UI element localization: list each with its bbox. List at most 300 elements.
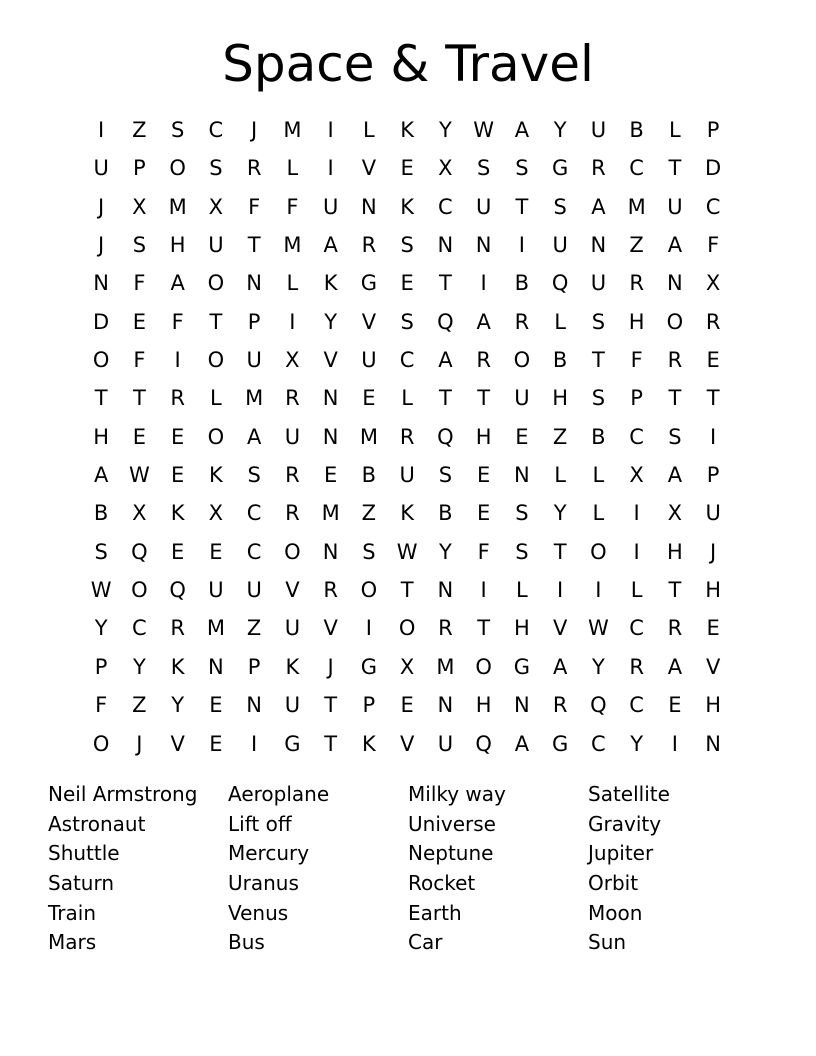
grid-letter: P [706,463,720,488]
grid-letter: X [438,156,453,181]
word-list-item: Car [408,930,443,955]
grid-letter: U [590,271,607,296]
grid-letter: J [98,233,105,258]
grid-letter: A [170,271,185,296]
grid-letter: Y [553,501,567,526]
grid-letter: T [706,386,720,411]
grid-letter: U [514,386,530,411]
grid-letter: V [285,578,300,603]
grid-letter: T [324,693,338,718]
grid-letter: O [207,271,225,296]
grid-letter: I [710,424,717,449]
grid-letter: Q [590,693,607,718]
grid-letter: E [209,693,223,718]
grid-letter: R [438,616,453,641]
grid-letter: W [128,463,150,488]
grid-letter: K [400,501,415,526]
grid-letter: S [591,386,606,411]
word-list-item: Bus [228,930,265,955]
grid-letter: V [170,731,185,756]
grid-letter: R [170,616,185,641]
grid-letter: B [514,271,530,296]
grid-letter: K [400,194,415,219]
grid-letter: Y [324,309,338,334]
grid-letter: T [668,156,682,181]
grid-letter: O [92,731,110,756]
grid-letter: Z [132,118,147,142]
grid-letter: X [667,501,683,526]
grid-letter: G [551,156,569,181]
grid-letter: R [361,233,377,258]
grid-letter: N [93,271,109,296]
grid-letter: A [438,348,453,373]
grid-letter: E [706,616,720,641]
grid-letter: V [323,616,338,641]
grid-letter: N [475,233,492,258]
grid-letter: S [247,463,261,488]
grid-letter: I [365,616,372,641]
grid-letter: A [667,654,683,679]
word-list-item: Milky way [408,782,506,806]
grid-letter: N [322,539,339,564]
grid-letter: B [591,424,606,449]
word-list-item: Uranus [228,871,299,896]
grid-letter: P [247,309,261,334]
grid-letter: L [401,386,413,411]
grid-letter: C [132,616,147,641]
grid-letter: U [246,578,262,603]
word-list-item: Satellite [588,782,670,806]
grid-letter: N [361,194,377,219]
grid-letter: Y [94,616,108,641]
word-list-item: Mercury [228,841,310,866]
grid-letter: R [246,156,262,181]
grid-letter: L [363,118,375,142]
grid-letter: L [630,578,643,603]
word-list-item: Moon [588,900,643,925]
grid-letter: E [515,424,529,449]
word-list-item: Aeroplane [228,782,330,806]
grid-letter: S [94,539,108,564]
grid-letter: U [284,424,301,449]
grid-letter: V [323,348,338,373]
grid-letter: I [633,539,640,564]
word-list-item: Gravity [588,811,662,836]
grid-letter: N [667,271,683,296]
grid-letter: L [554,309,566,334]
grid-letter: K [285,654,300,679]
grid-letter: E [706,348,720,373]
grid-letter: U [475,194,492,219]
grid-letter: N [514,463,530,488]
grid-letter: M [283,233,302,258]
grid-letter: K [170,501,185,526]
grid-letter: U [208,233,224,258]
grid-letter: H [169,233,186,258]
grid-letter: H [93,424,110,449]
grid-letter: O [207,348,225,373]
grid-letter: R [667,348,683,373]
grid-letter: M [436,654,455,679]
grid-letter: F [707,233,720,258]
page-title: Space & Travel [222,35,594,93]
grid-letter: L [210,386,222,411]
grid-letter: X [629,463,644,488]
grid-letter: J [98,194,105,219]
grid-letter: R [514,309,530,334]
grid-letter: N [705,731,721,756]
grid-letter: A [667,463,683,488]
grid-letter: S [515,539,529,564]
grid-letter: A [591,194,606,219]
grid-letter: E [362,386,376,411]
grid-letter: Q [551,271,569,296]
grid-letter: Y [171,693,185,718]
grid-letter: Z [246,616,262,641]
grid-letter: S [132,233,147,258]
grid-letter: S [668,424,682,449]
grid-letter: H [705,693,722,718]
grid-letter: C [705,194,721,219]
grid-letter: L [592,501,605,526]
grid-letter: O [666,309,684,334]
grid-letter: U [437,731,454,756]
grid-letter: O [169,156,186,181]
grid-letter: A [514,731,530,756]
word-list-item: Jupiter [588,841,654,866]
grid-letter: K [400,118,415,142]
grid-letter: R [285,463,300,488]
grid-letter: R [285,501,300,526]
word-list [48,780,768,958]
grid-letter: I [671,731,678,756]
grid-letter: N [322,386,339,411]
grid-letter: I [633,501,640,526]
grid-letter: F [95,693,108,718]
grid-letter: S [515,501,529,526]
grid-letter: M [206,616,225,641]
grid-letter: P [706,118,720,142]
grid-letter: R [170,386,185,411]
grid-letter: U [552,233,568,258]
grid-letter: Y [438,539,452,564]
word-list-item: Rocket [408,871,476,896]
grid-letter: M [321,501,340,526]
grid-letter: R [552,693,568,718]
grid-letter: H [475,424,492,449]
grid-letter: T [553,539,567,564]
grid-letter: I [518,233,525,258]
grid-letter: F [133,271,146,296]
grid-letter: Q [475,731,492,756]
grid-letter: R [705,309,721,334]
grid-letter: H [666,539,683,564]
grid-letter: J [136,731,143,756]
grid-letter: U [246,348,262,373]
grid-letter: I [557,578,564,603]
grid-letter: E [132,424,147,449]
grid-letter: L [669,118,681,142]
grid-letter: I [289,309,296,334]
grid-letter: B [629,118,644,142]
grid-letter: N [322,424,339,449]
grid-letter: A [514,118,530,142]
grid-letter: N [514,693,530,718]
grid-letter: T [515,194,529,219]
grid-letter: S [438,463,453,488]
grid-letter: F [171,309,184,334]
grid-letter: B [361,463,377,488]
grid-letter: I [327,118,334,142]
grid-letter: G [513,654,531,679]
word-list-item: Saturn [48,871,115,896]
grid-letter: V [361,156,377,181]
grid-letter: C [208,118,224,142]
grid-letter: Y [438,118,452,142]
grid-letter: T [132,386,146,411]
word-list-item: Universe [408,811,496,836]
grid-letter: M [359,424,378,449]
grid-letter: M [283,118,302,142]
grid-letter: X [705,271,721,296]
grid-letter: T [209,309,223,334]
grid-letter: O [590,539,607,564]
grid-letter: S [400,309,414,334]
grid-letter: O [92,348,110,373]
grid-letter: P [630,386,643,411]
grid-letter: L [516,578,528,603]
grid-letter: I [251,731,258,756]
grid-letter: E [400,156,414,181]
letter-grid [82,111,732,763]
grid-letter: U [361,348,377,373]
grid-letter: N [246,693,262,718]
grid-letter: Q [437,424,454,449]
grid-letter: C [438,194,453,219]
grid-letter: T [477,616,491,641]
grid-letter: L [286,271,299,296]
grid-letter: E [668,693,682,718]
grid-letter: E [132,309,147,334]
grid-letter: T [668,578,682,603]
grid-letter: O [131,578,148,603]
grid-letter: H [705,578,722,603]
grid-letter: S [553,194,567,219]
grid-letter: O [475,654,492,679]
grid-letter: W [587,616,609,641]
grid-letter: R [323,578,338,603]
grid-letter: L [592,463,605,488]
grid-letter: I [327,156,334,181]
grid-letter: U [590,118,607,142]
grid-letter: N [437,233,454,258]
grid-letter: K [208,463,223,488]
grid-letter: P [94,654,108,679]
word-list-item: Neptune [408,841,494,866]
grid-letter: N [590,233,607,258]
grid-letter: O [360,578,378,603]
grid-letter: K [361,731,376,756]
grid-letter: I [595,578,602,603]
grid-letter: O [398,616,416,641]
grid-letter: O [513,348,531,373]
grid-letter: V [361,309,377,334]
word-list-item: Lift off [228,811,292,836]
grid-letter: T [591,348,605,373]
grid-letter: Y [553,118,567,142]
grid-letter: D [93,309,110,334]
grid-letter: E [476,501,491,526]
grid-letter: R [667,616,683,641]
grid-letter: Y [132,654,146,679]
word-list-item: Shuttle [48,841,120,866]
word-list-item: Orbit [588,871,639,896]
grid-letter: T [94,386,108,411]
grid-letter: T [668,386,682,411]
grid-letter: F [248,194,261,219]
grid-letter: H [513,616,530,641]
grid-letter: M [627,194,646,219]
grid-letter: U [322,194,339,219]
grid-letter: U [284,693,301,718]
grid-letter: E [400,271,414,296]
grid-letter: O [207,424,225,449]
grid-letter: H [628,309,645,334]
grid-letter: E [209,539,223,564]
grid-letter: Q [437,309,454,334]
word-list-item: Sun [588,930,627,955]
grid-letter: N [246,271,262,296]
grid-letter: J [710,539,717,564]
grid-letter: X [399,654,415,679]
grid-letter: R [476,348,491,373]
grid-letter: U [93,156,109,181]
word-list-item: Earth [408,900,462,925]
grid-letter: F [133,348,146,373]
grid-letter: T [438,271,452,296]
grid-letter: E [400,693,414,718]
grid-letter: N [437,693,454,718]
grid-letter: T [324,731,338,756]
grid-letter: S [170,118,185,142]
grid-letter: S [400,233,414,258]
grid-letter: J [251,118,258,142]
grid-letter: W [90,578,112,603]
grid-letter: S [591,309,606,334]
grid-letter: S [362,539,376,564]
grid-letter: T [400,578,414,603]
grid-letter: Q [169,578,186,603]
grid-letter: I [480,578,487,603]
grid-letter: F [630,348,643,373]
grid-letter: C [629,156,644,181]
grid-letter: C [629,693,644,718]
grid-letter: R [629,271,644,296]
grid-letter: X [132,501,147,526]
grid-letter: U [667,194,683,219]
grid-letter: A [93,463,109,488]
grid-letter: U [208,578,224,603]
word-list-item: Venus [228,900,289,925]
grid-letter: A [246,424,262,449]
grid-letter: K [323,271,338,296]
grid-letter: X [285,348,300,373]
grid-letter: X [208,194,224,219]
grid-letter: C [399,348,415,373]
grid-letter: R [591,156,606,181]
grid-letter: H [475,693,492,718]
grid-letter: P [133,156,146,181]
grid-letter: B [93,501,109,526]
grid-letter: R [285,386,300,411]
grid-letter: N [437,578,454,603]
grid-letter: U [284,616,301,641]
grid-letter: E [323,463,338,488]
grid-letter: I [480,271,487,296]
grid-letter: Z [361,501,377,526]
grid-letter: Q [131,539,148,564]
grid-letter: N [208,654,224,679]
grid-letter: L [286,156,299,181]
grid-letter: E [209,731,223,756]
grid-letter: Y [591,654,605,679]
grid-letter: Z [552,424,568,449]
grid-letter: V [399,731,415,756]
grid-letter: V [705,654,721,679]
grid-letter: G [360,654,378,679]
grid-letter: G [360,271,378,296]
grid-letter: P [362,693,376,718]
grid-letter: R [629,654,644,679]
grid-letter: B [552,348,568,373]
grid-letter: Z [132,693,147,718]
grid-letter: A [552,654,568,679]
word-list-item: Neil Armstrong [48,782,198,806]
grid-letter: B [438,501,453,526]
grid-letter: V [552,616,568,641]
grid-letter: J [327,654,334,679]
grid-letter: T [438,386,452,411]
word-list-item: Astronaut [48,811,146,836]
grid-letter: C [246,539,262,564]
grid-letter: U [399,463,415,488]
grid-letter: G [284,731,301,756]
grid-letter: O [284,539,301,564]
grid-letter: M [245,386,264,411]
grid-letter: I [174,348,181,373]
grid-letter: C [246,501,262,526]
word-list-item: Mars [48,930,97,955]
grid-letter: S [209,156,223,181]
grid-letter: W [473,118,494,142]
grid-letter: S [515,156,529,181]
grid-letter: P [247,654,261,679]
grid-letter: T [247,233,261,258]
grid-letter: E [170,463,185,488]
grid-letter: R [399,424,415,449]
grid-letter: F [286,194,299,219]
grid-letter: I [98,118,105,142]
grid-letter: X [132,194,147,219]
grid-letter: Z [629,233,644,258]
grid-letter: T [477,386,491,411]
grid-letter: M [168,194,187,219]
grid-letter: E [170,424,185,449]
grid-letter: S [476,156,491,181]
grid-letter: W [396,539,418,564]
grid-letter: H [552,386,569,411]
grid-letter: A [323,233,338,258]
